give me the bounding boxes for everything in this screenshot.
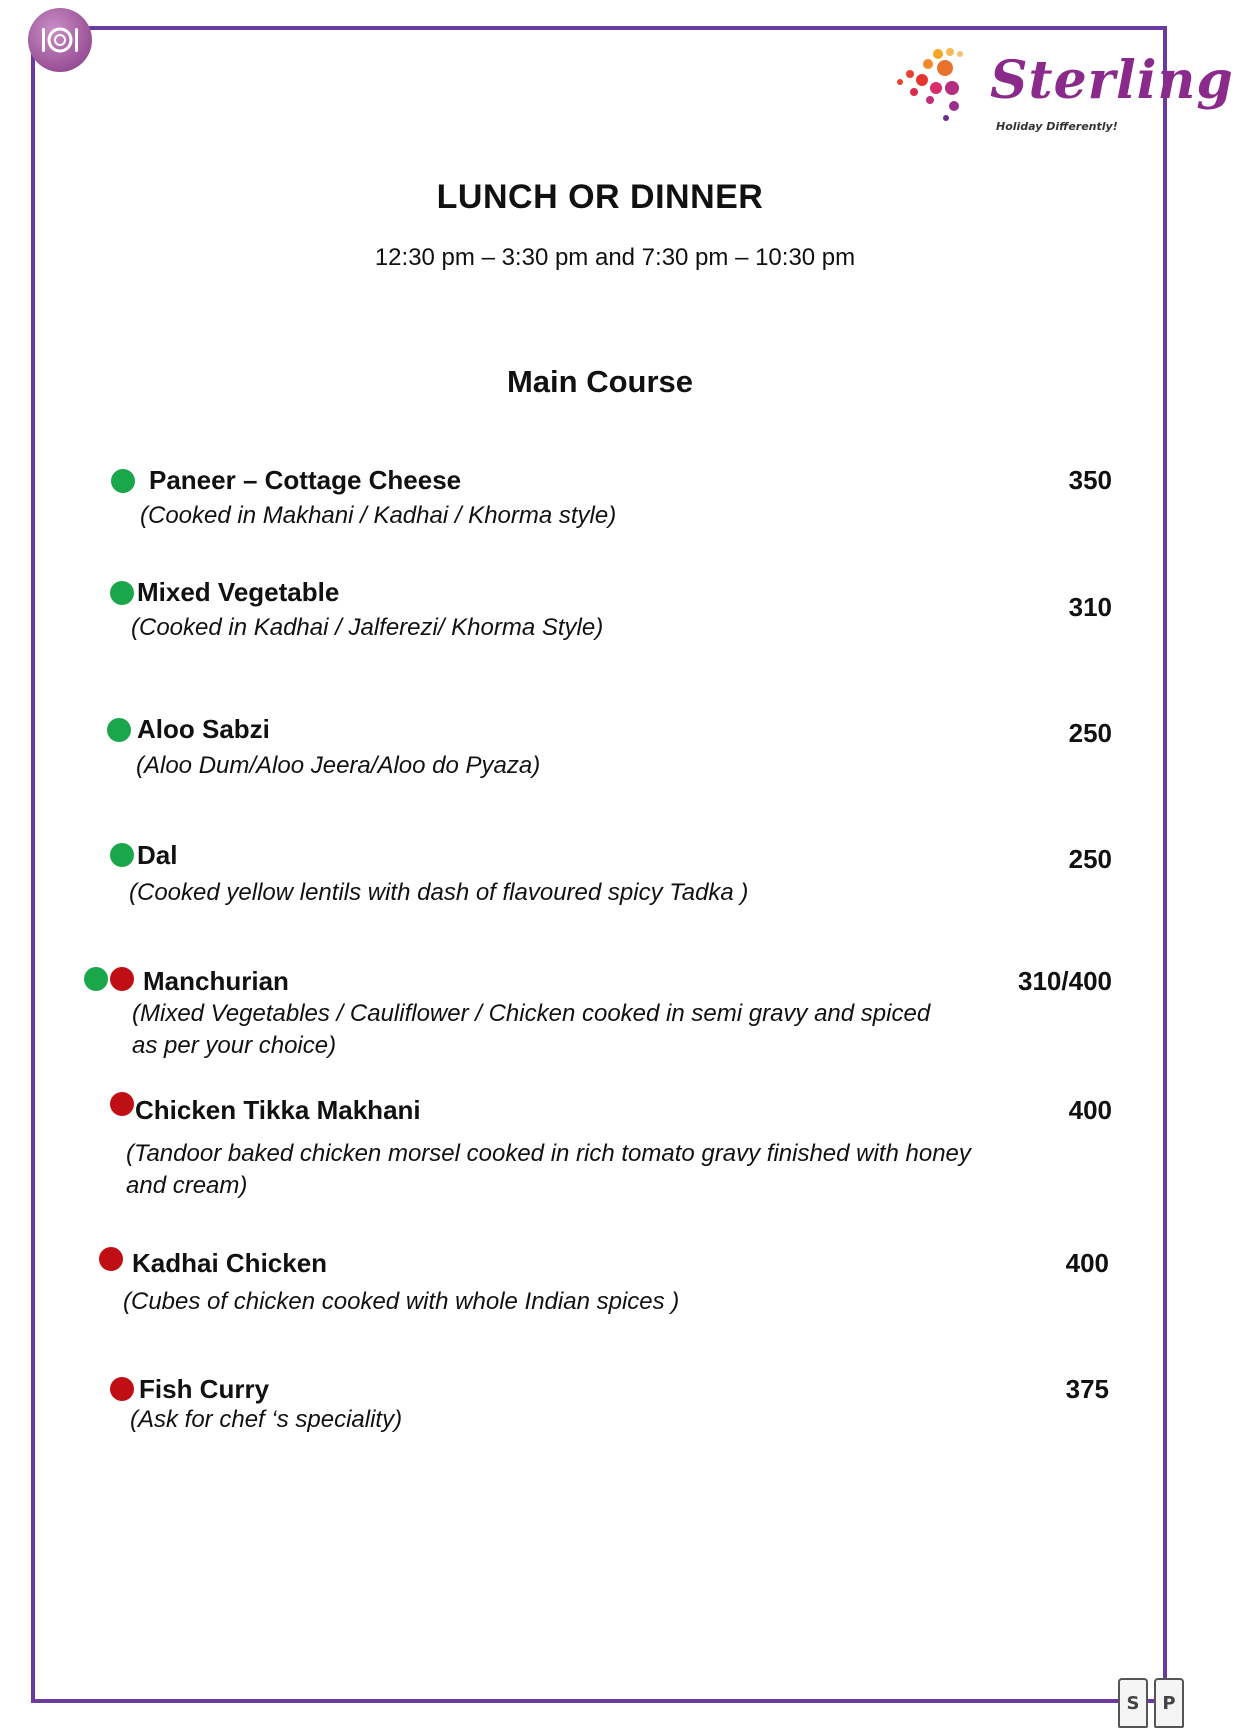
- item-price: 350: [1068, 465, 1112, 495]
- brand-name: Sterling: [990, 50, 1234, 111]
- nonveg-indicator-icon: [99, 1247, 123, 1271]
- item-name: Dal: [137, 840, 178, 870]
- salt-pepper-icon: [1118, 1668, 1190, 1728]
- item-price: 310/400: [1018, 966, 1112, 996]
- item-price: 400: [1065, 1248, 1109, 1278]
- item-description: (Aloo Dum/Aloo Jeera/Aloo do Pyaza): [136, 752, 541, 779]
- veg-indicator-icon: [107, 718, 131, 742]
- veg-indicator-icon: [110, 581, 134, 605]
- item-name: Chicken Tikka Makhani: [135, 1095, 421, 1125]
- item-price: 250: [1068, 844, 1112, 874]
- item-name: Paneer – Cottage Cheese: [149, 465, 462, 495]
- item-price: 375: [1065, 1374, 1109, 1404]
- section-title: Main Course: [506, 364, 694, 399]
- veg-indicator-icon: [111, 469, 135, 493]
- item-name: Manchurian: [143, 966, 289, 996]
- item-description: (Ask for chef ‘s speciality): [130, 1406, 403, 1433]
- item-price: 400: [1068, 1095, 1112, 1125]
- logo-dots-icon: [890, 44, 990, 134]
- sterling-logo: [890, 44, 1234, 144]
- item-description: (Tandoor baked chicken morsel cooked in rich tomato gravy finished with honey: [126, 1140, 971, 1167]
- item-name: Kadhai Chicken: [132, 1248, 328, 1278]
- item-price: 310: [1068, 592, 1112, 622]
- pepper-shaker-icon: P: [1154, 1678, 1184, 1728]
- item-description-line-2: and cream): [126, 1172, 248, 1199]
- nonveg-indicator-icon: [110, 1092, 134, 1116]
- brand-tagline: Holiday Differently!: [996, 120, 1118, 133]
- plate-cutlery-icon: [28, 8, 92, 72]
- item-description: (Cooked in Makhani / Kadhai / Khorma style): [140, 502, 617, 529]
- item-name: Mixed Vegetable: [137, 577, 340, 607]
- veg-indicator-icon: [110, 843, 134, 867]
- nonveg-indicator-icon: [110, 967, 134, 991]
- nonveg-indicator-icon: [110, 1377, 134, 1401]
- page-title: LUNCH OR DINNER: [436, 178, 764, 216]
- salt-shaker-icon: S: [1118, 1678, 1148, 1728]
- item-name: Aloo Sabzi: [137, 714, 270, 744]
- item-price: 250: [1068, 718, 1112, 748]
- veg-indicator-icon: [84, 967, 108, 991]
- item-description: (Cubes of chicken cooked with whole Indian spices ): [123, 1288, 680, 1315]
- service-hours: 12:30 pm – 3:30 pm and 7:30 pm – 10:30 pm: [374, 244, 856, 271]
- item-description: (Cooked in Kadhai / Jalferezi/ Khorma Style): [131, 614, 604, 641]
- item-description-line-2: as per your choice): [132, 1032, 337, 1059]
- item-name: Fish Curry: [139, 1374, 270, 1404]
- item-description: (Cooked yellow lentils with dash of flavoured spicy Tadka ): [129, 879, 749, 906]
- item-description: (Mixed Vegetables / Cauliflower / Chicken cooked in semi gravy and spiced: [132, 1000, 931, 1027]
